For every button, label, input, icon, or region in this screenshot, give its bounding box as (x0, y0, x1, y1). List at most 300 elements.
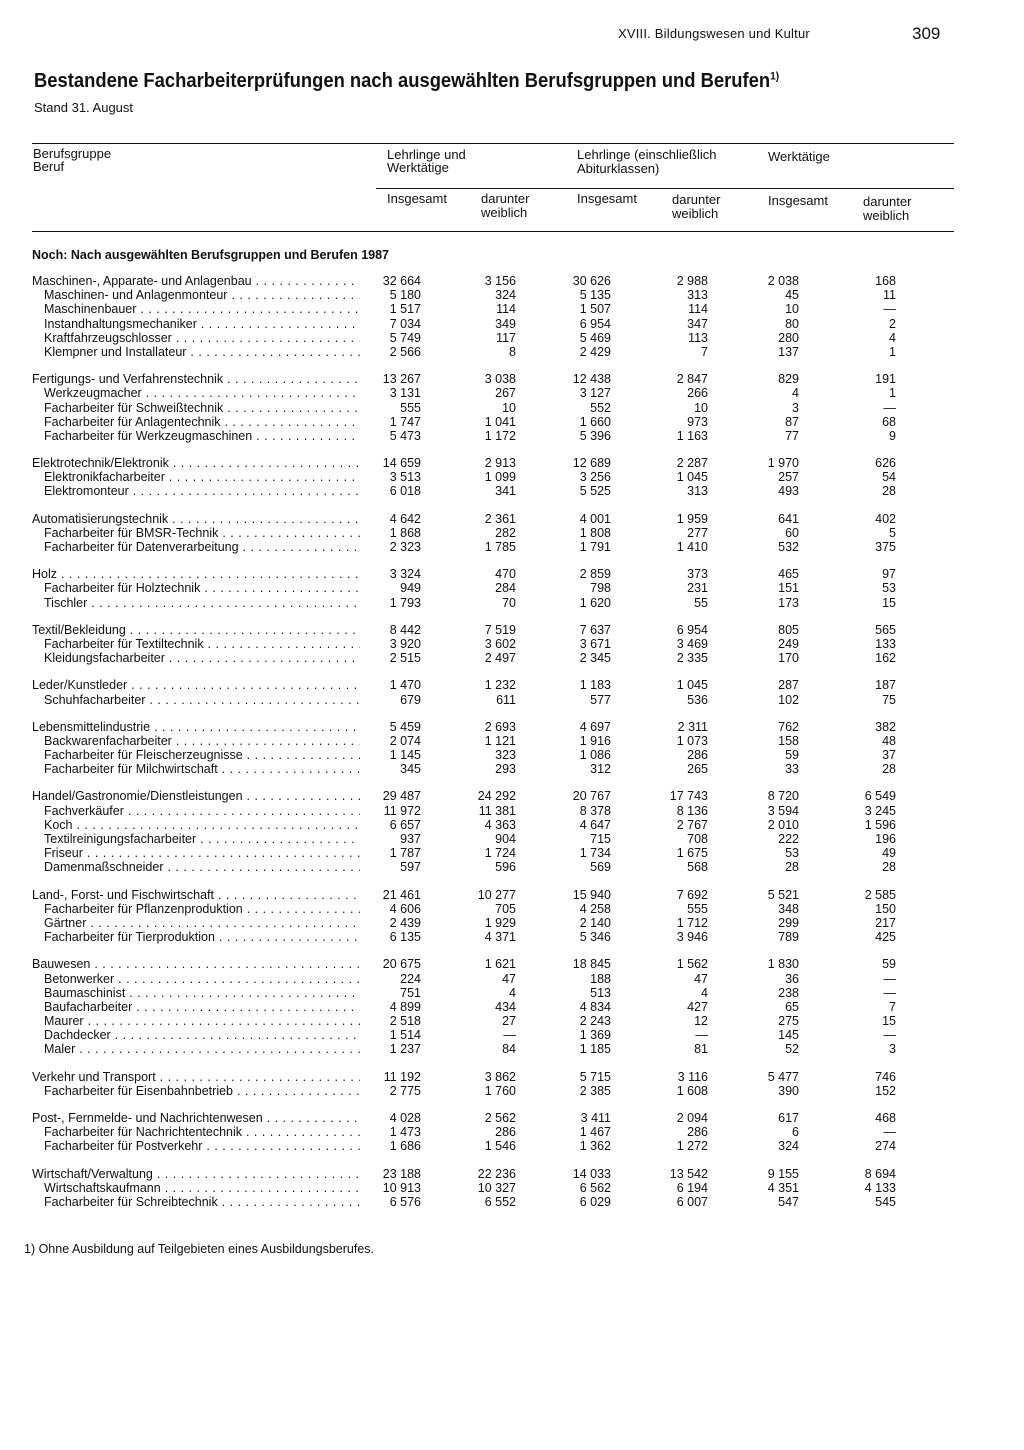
row-label: Facharbeiter für Schweißtechnik . . . (44, 401, 360, 415)
cell-col6: 565 (875, 622, 896, 637)
row-label: Friseur . . . (44, 846, 360, 860)
table-row-beruf (0, 581, 1024, 595)
cell-col2: 282 (495, 525, 516, 540)
header-mid-rule (376, 188, 954, 189)
cell-col2: 10 (502, 400, 516, 415)
row-label: Maschinen- und Anlagenmonteur . . . (44, 288, 360, 302)
table-row-beruf (0, 540, 1024, 554)
cell-col1: 6 657 (389, 817, 421, 832)
row-label: Maurer . . . (44, 1014, 360, 1028)
cell-col3: 1 369 (579, 1028, 611, 1043)
cell-col6: 217 (875, 915, 896, 930)
cell-col3: 12 438 (572, 372, 611, 387)
table-row-beruf (0, 748, 1024, 762)
cell-col6: 150 (875, 901, 896, 916)
cell-col6: 196 (875, 832, 896, 846)
cell-col6: 274 (875, 1139, 896, 1154)
chapter-title: XVIII. Bildungswesen und Kultur (618, 26, 810, 41)
row-label: Fachverkäufer . . . (44, 804, 360, 818)
cell-col2: 596 (495, 860, 516, 875)
table-body (0, 274, 1024, 1209)
cell-col2: 7 519 (484, 622, 516, 637)
cell-col4: 1 410 (676, 540, 708, 554)
cell-col3: 2 859 (579, 567, 611, 582)
cell-col1: 6 135 (389, 930, 421, 945)
cell-col3: 312 (590, 762, 611, 777)
cell-col4: 7 (701, 344, 708, 359)
table-row-berufsgruppe (0, 888, 1024, 902)
row-label: Bauwesen . . . (32, 957, 360, 971)
cell-col3: 4 647 (579, 817, 611, 832)
table-row-beruf (0, 1139, 1024, 1153)
cell-col6: — (883, 1125, 896, 1140)
cell-col2: 10 277 (477, 887, 516, 902)
cell-col3: 3 671 (579, 636, 611, 651)
row-label: Facharbeiter für Nachrichtentechnik . . . (44, 1125, 360, 1139)
cell-col6: — (883, 302, 896, 317)
row-label: Facharbeiter für Holztechnik . . . (44, 581, 360, 595)
cell-col6: 6 549 (864, 789, 896, 804)
cell-col2: 4 363 (484, 817, 516, 832)
cell-col5: 493 (778, 484, 799, 499)
cell-col1: 2 074 (389, 733, 421, 748)
cell-col1: 5 749 (389, 330, 421, 345)
cell-col3: 1 620 (579, 595, 611, 610)
table-row-beruf (0, 484, 1024, 498)
cell-col6: 1 (889, 386, 896, 401)
table-row-beruf (0, 1181, 1024, 1195)
group1-header-line2: Werktätige (387, 160, 449, 175)
cell-col4: 708 (687, 832, 708, 846)
cell-col2: 2 562 (484, 1111, 516, 1125)
table-row-beruf (0, 429, 1024, 443)
cell-col4: 81 (694, 1042, 708, 1057)
cell-col3: 5 525 (579, 484, 611, 499)
cell-col1: 345 (400, 762, 421, 777)
row-label: Damenmaßschneider . . . (44, 860, 360, 874)
cell-col5: 829 (778, 372, 799, 387)
row-label: Elektromonteur . . . (44, 484, 360, 498)
cell-col5: 87 (785, 414, 799, 429)
table-row-berufsgruppe (0, 567, 1024, 581)
table-row-berufsgruppe (0, 623, 1024, 637)
row-label: Facharbeiter für Datenverarbeitung . . . (44, 540, 360, 554)
cell-col2: 3 862 (484, 1069, 516, 1084)
table-row-berufsgruppe (0, 456, 1024, 470)
cell-col5: 805 (778, 622, 799, 637)
cell-col5: 641 (778, 511, 799, 526)
cell-col4: 231 (687, 581, 708, 596)
cell-col5: 390 (778, 1083, 799, 1098)
row-label: Baumaschinist . . . (44, 986, 360, 1000)
section-title: Noch: Nach ausgewählten Berufsgruppen und Berufen 1987 (32, 248, 390, 262)
cell-col4: 13 542 (669, 1166, 708, 1181)
cell-col4: 2 094 (676, 1111, 708, 1125)
cell-col1: 1 514 (389, 1028, 421, 1043)
cell-col4: 265 (687, 762, 708, 777)
cell-col3: 20 767 (572, 789, 611, 804)
cell-col4: 1 562 (676, 957, 708, 972)
cell-col2: 434 (495, 999, 516, 1014)
cell-col5: 9 155 (767, 1166, 799, 1181)
cell-col2: 293 (495, 762, 516, 777)
cell-col4: 973 (687, 414, 708, 429)
cell-col6: 3 245 (864, 803, 896, 818)
table-row-berufsgruppe (0, 1111, 1024, 1125)
cell-col4: 1 045 (676, 470, 708, 485)
footnote: 1) Ohne Ausbildung auf Teilgebieten eines Ausbildungsberufes. (24, 1242, 375, 1256)
cell-col5: 275 (778, 1014, 799, 1029)
cell-col2: 3 038 (484, 372, 516, 387)
cell-col6: 2 (889, 316, 896, 331)
cell-col5: 10 (785, 302, 799, 317)
cell-col6: 68 (882, 414, 896, 429)
cell-col5: 617 (778, 1111, 799, 1125)
cell-col1: 1 747 (389, 414, 421, 429)
row-label: Kleidungsfacharbeiter . . . (44, 651, 360, 665)
table-row-beruf (0, 596, 1024, 610)
cell-col2: 10 327 (477, 1180, 516, 1195)
cell-col6: 53 (882, 581, 896, 596)
table-title-text: Bestandene Facharbeiterprüfungen nach ausgewählten Berufsgruppen und Berufen (34, 70, 771, 92)
table-row-beruf (0, 415, 1024, 429)
cell-col3: 1 507 (579, 302, 611, 317)
cell-col3: 5 469 (579, 330, 611, 345)
cell-col1: 2 566 (389, 344, 421, 359)
cell-col4: 1 272 (676, 1139, 708, 1154)
row-label: Fertigungs- und Verfahrenstechnik . . . (32, 372, 360, 386)
table-row-beruf (0, 846, 1024, 860)
table-row-beruf (0, 401, 1024, 415)
title-footnote-mark: 1) (770, 70, 780, 83)
cell-col5: 65 (785, 999, 799, 1014)
cell-col4: 2 988 (676, 274, 708, 288)
cell-col6: 162 (875, 651, 896, 666)
cell-col1: 1 237 (389, 1042, 421, 1057)
cell-col3: 1 086 (579, 748, 611, 763)
row-label: Lebensmittelindustrie . . . (32, 720, 360, 734)
cell-col5: 33 (785, 762, 799, 777)
cell-col2: 705 (495, 901, 516, 916)
cell-col2: 611 (496, 692, 516, 707)
cell-col2: 4 (509, 985, 516, 1000)
cell-col4: 4 (701, 985, 708, 1000)
cell-col4: 17 743 (669, 789, 708, 804)
table-row-berufsgruppe (0, 372, 1024, 386)
cell-col4: 373 (687, 567, 708, 582)
cell-col4: 3 946 (676, 930, 708, 945)
cell-col6: 59 (882, 957, 896, 972)
cell-col6: 8 694 (864, 1166, 896, 1181)
cell-col5: 238 (778, 985, 799, 1000)
cell-col4: 55 (694, 595, 708, 610)
cell-col4: 47 (694, 971, 708, 986)
cell-col4: 7 692 (676, 887, 708, 902)
cell-col2: 1 232 (484, 678, 516, 693)
cell-col2: 2 913 (484, 456, 516, 471)
cell-col5: 280 (778, 330, 799, 345)
cell-col6: 375 (875, 540, 896, 554)
cell-col1: 1 868 (389, 525, 421, 540)
cell-col6: 75 (882, 692, 896, 707)
cell-col5: 170 (778, 651, 799, 666)
cell-col6: 37 (882, 748, 896, 763)
cell-col3: 1 467 (579, 1125, 611, 1140)
cell-col5: 173 (778, 595, 799, 610)
cell-col2: 349 (495, 316, 516, 331)
row-label: Facharbeiter für Milchwirtschaft . . . (44, 762, 360, 776)
cell-col4: 555 (687, 901, 708, 916)
stub-header-line2: Beruf (33, 159, 65, 174)
cell-col3: 18 845 (572, 957, 611, 972)
table-row-beruf (0, 288, 1024, 302)
cell-col2: 1 621 (484, 957, 516, 972)
cell-col5: 5 521 (767, 887, 799, 902)
table-title (34, 70, 862, 93)
cell-col3: 1 660 (579, 414, 611, 429)
cell-col3: 5 396 (579, 428, 611, 443)
cell-col1: 32 664 (382, 274, 421, 288)
cell-col4: 113 (688, 330, 708, 345)
row-label: Backwarenfacharbeiter . . . (44, 734, 360, 748)
table-row-beruf (0, 1000, 1024, 1014)
cell-col4: 313 (687, 484, 708, 499)
cell-col6: 7 (889, 999, 896, 1014)
row-label: Facharbeiter für Eisenbahnbetrieb . . . (44, 1084, 360, 1098)
cell-col6: 425 (875, 930, 896, 945)
table-row-beruf (0, 902, 1024, 916)
row-label: Facharbeiter für Textiltechnik . . . (44, 637, 360, 651)
cell-col1: 1 145 (389, 748, 421, 763)
cell-col6: 54 (882, 470, 896, 485)
cell-col3: 2 140 (579, 915, 611, 930)
cell-col4: 2 847 (676, 372, 708, 387)
cell-col6: — (883, 971, 896, 986)
row-label: Wirtschaftskaufmann . . . (44, 1181, 360, 1195)
cell-col2: 3 602 (484, 636, 516, 651)
table-row-berufsgruppe (0, 1070, 1024, 1084)
cell-col1: 14 659 (382, 456, 421, 471)
col5-header: Insgesamt (768, 193, 828, 208)
cell-col5: 299 (778, 915, 799, 930)
col6-header-line2: weiblich (863, 208, 910, 223)
col1-header: Insgesamt (387, 191, 447, 206)
cell-col4: 3 469 (676, 636, 708, 651)
table-row-beruf (0, 860, 1024, 874)
row-label: Gärtner . . . (44, 916, 360, 930)
cell-col1: 4 642 (389, 511, 421, 526)
cell-col2: 284 (495, 581, 516, 596)
cell-col1: 597 (400, 860, 421, 875)
table-row-beruf (0, 693, 1024, 707)
cell-col3: 14 033 (572, 1166, 611, 1181)
cell-col1: 1 793 (389, 595, 421, 610)
row-label: Koch . . . (44, 818, 360, 832)
cell-col6: 402 (875, 511, 896, 526)
cell-col6: 746 (875, 1069, 896, 1084)
cell-col3: 1 791 (579, 540, 611, 554)
table-row-beruf (0, 637, 1024, 651)
cell-col5: 145 (778, 1028, 799, 1043)
cell-col5: 2 010 (767, 817, 799, 832)
cell-col4: 6 194 (676, 1180, 708, 1195)
cell-col2: 3 156 (484, 274, 516, 288)
cell-col3: 5 715 (579, 1069, 611, 1084)
cell-col3: 6 029 (579, 1194, 611, 1209)
cell-col6: 4 133 (864, 1180, 896, 1195)
cell-col3: 3 411 (580, 1111, 611, 1125)
cell-col3: 798 (590, 581, 611, 596)
cell-col1: 5 473 (389, 428, 421, 443)
cell-col3: 513 (590, 985, 611, 1000)
row-label: Leder/Kunstleder . . . (32, 678, 360, 692)
cell-col2: 27 (502, 1014, 516, 1029)
cell-col1: 2 323 (389, 540, 421, 554)
cell-col2: 904 (495, 832, 516, 846)
cell-col4: 266 (687, 386, 708, 401)
cell-col5: 762 (778, 719, 799, 734)
cell-col3: 6 562 (579, 1180, 611, 1195)
row-label: Facharbeiter für Werkzeugmaschinen . . . (44, 429, 360, 443)
page-number: 309 (912, 24, 941, 43)
cell-col3: 577 (590, 692, 611, 707)
table-row-beruf (0, 762, 1024, 776)
cell-col4: 286 (687, 1125, 708, 1140)
cell-col1: 7 034 (389, 316, 421, 331)
cell-col6: 48 (882, 733, 896, 748)
cell-col2: 267 (495, 386, 516, 401)
row-label: Maschinenbauer . . . (44, 302, 360, 316)
cell-col5: 77 (785, 428, 799, 443)
group3-header-line1: Werktätige (768, 149, 830, 164)
cell-col6: — (883, 400, 896, 415)
cell-col3: 188 (590, 971, 611, 986)
cell-col1: 679 (400, 692, 421, 707)
cell-col3: 4 258 (579, 901, 611, 916)
cell-col1: 6 018 (389, 484, 421, 499)
cell-col1: 6 576 (389, 1194, 421, 1209)
cell-col2: 1 121 (484, 733, 516, 748)
cell-col1: 1 470 (389, 678, 421, 693)
cell-col6: 97 (882, 567, 896, 582)
cell-col1: 3 513 (389, 470, 421, 485)
table-row-beruf (0, 1042, 1024, 1056)
cell-col6: 191 (875, 372, 896, 387)
cell-col1: 3 920 (389, 636, 421, 651)
cell-col6: 133 (875, 636, 896, 651)
col6-header-line1: darunter (863, 194, 912, 209)
cell-col1: 21 461 (382, 887, 421, 902)
cell-col3: 1 916 (579, 733, 611, 748)
cell-col3: 5 346 (579, 930, 611, 945)
cell-col1: 1 517 (389, 302, 421, 317)
cell-col4: 286 (687, 748, 708, 763)
cell-col2: 341 (495, 484, 516, 499)
cell-col4: 1 608 (676, 1083, 708, 1098)
cell-col1: 555 (400, 400, 421, 415)
cell-col4: 1 163 (676, 428, 708, 443)
cell-col5: 28 (785, 860, 799, 875)
cell-col6: 5 (889, 525, 896, 540)
cell-col3: 15 940 (572, 887, 611, 902)
cell-col6: 49 (882, 846, 896, 861)
cell-col1: 23 188 (382, 1166, 421, 1181)
cell-col2: 24 292 (477, 789, 516, 804)
cell-col2: 2 497 (484, 651, 516, 666)
col4-header-line1: darunter (672, 192, 721, 207)
table-row-beruf (0, 1028, 1024, 1042)
cell-col5: 1 970 (767, 456, 799, 471)
cell-col5: 52 (785, 1042, 799, 1057)
cell-col3: 6 954 (579, 316, 611, 331)
cell-col2: 1 929 (484, 915, 516, 930)
table-row-beruf (0, 1125, 1024, 1139)
cell-col1: 2 515 (389, 651, 421, 666)
table-row-beruf (0, 470, 1024, 484)
cell-col4: 8 136 (676, 803, 708, 818)
cell-col6: 1 (889, 344, 896, 359)
stub-header-line1: Berufsgruppe (33, 146, 112, 161)
cell-col6: 545 (875, 1194, 896, 1209)
row-label: Holz . . . (32, 567, 360, 581)
table-row-berufsgruppe (0, 957, 1024, 971)
cell-col4: 536 (687, 692, 708, 707)
row-label: Facharbeiter für Tierproduktion . . . (44, 930, 360, 944)
header-top-rule (32, 143, 954, 144)
cell-col5: 60 (785, 525, 799, 540)
table-row-beruf (0, 804, 1024, 818)
cell-col2: 1 785 (484, 540, 516, 554)
cell-col6: 28 (882, 762, 896, 777)
row-label: Automatisierungstechnik . . . (32, 512, 360, 526)
cell-col6: 9 (889, 428, 896, 443)
cell-col4: 1 045 (676, 678, 708, 693)
cell-col3: 8 378 (579, 803, 611, 818)
cell-col3: 7 637 (579, 622, 611, 637)
cell-col2: 84 (502, 1042, 516, 1057)
table-row-beruf (0, 526, 1024, 540)
cell-col4: 2 335 (676, 651, 708, 666)
cell-col1: 11 972 (383, 803, 421, 818)
group1-header-line1: Lehrlinge und (387, 147, 466, 162)
row-label: Maschinen-, Apparate- und Anlagenbau . . . (32, 274, 360, 288)
cell-col4: 1 073 (676, 733, 708, 748)
cell-col3: 715 (590, 832, 611, 846)
cell-col2: 1 172 (484, 428, 516, 443)
table-row-beruf (0, 345, 1024, 359)
cell-col1: 8 442 (389, 622, 421, 637)
row-label: Facharbeiter für Anlagentechnik . . . (44, 415, 360, 429)
cell-col5: 45 (785, 288, 799, 303)
cell-col6: 15 (882, 595, 896, 610)
row-label: Facharbeiter für BMSR-Technik . . . (44, 526, 360, 540)
row-label: Elektronikfacharbeiter . . . (44, 470, 360, 484)
row-label: Kraftfahrzeugschlosser . . . (44, 331, 360, 345)
col4-header-line2: weiblich (672, 206, 719, 221)
cell-col4: 6 954 (676, 622, 708, 637)
cell-col6: 4 (889, 330, 896, 345)
cell-col1: 1 686 (389, 1139, 421, 1154)
table-row-beruf (0, 302, 1024, 316)
row-label: Schuhfacharbeiter . . . (44, 693, 360, 707)
cell-col1: 1 473 (389, 1125, 421, 1140)
row-label: Instandhaltungsmechaniker . . . (44, 317, 360, 331)
group2-header-line2: Abiturklassen) (577, 161, 660, 176)
cell-col3: 2 345 (579, 651, 611, 666)
cell-col1: 5 459 (389, 719, 421, 734)
row-label: Werkzeugmacher . . . (44, 386, 360, 400)
cell-col6: 168 (875, 274, 896, 288)
